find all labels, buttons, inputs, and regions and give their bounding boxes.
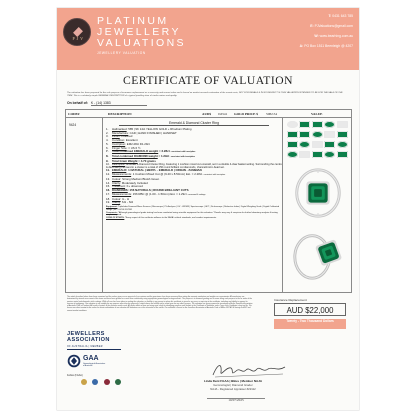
spec-number: 3. xyxy=(106,134,109,139)
jewellers-association-logo: JEWELLERS ASSOCIATION xyxy=(67,331,110,343)
insurance-replacement xyxy=(270,295,350,331)
signer-title: Gemmologist | Diamond Grader xyxy=(213,383,253,387)
badge-icon xyxy=(92,379,98,385)
table-header xyxy=(66,110,351,118)
membership-badges xyxy=(81,372,122,390)
gem-thumbnail xyxy=(312,121,323,128)
spec-number: 6. xyxy=(106,145,109,150)
gem-thumbnail xyxy=(287,151,298,158)
fine-print-disclaimer: The article described above have been examined and the values given are an appraisal of our opinion and the gemstones have been measured then noting the accurate evaluation and weights are approximate. All conclusions are determined by eternal assessment of the items and have been graded on a more than satisfactory using appropriate gemmological testing methods. The purpose is to diamond grading was to come using such purpose to the for value of the precious metal and diamonds at the settings. While all care has been taken in making the valuation, no liability is any person to whom this certificate is given for any error or omission in the certificate, including any liability to anyone for reasons of negligence. Our valuation is not suitable for any purpose other than the purpose(s) stated above and should not be relied upon for any other purpose. The valuation has been prepared in accordance with the Jewellers Association of Australia Code of Conduct. All results of metals & the precious metals used. All photos taken of item are being used solely for identifying purposes and include in the Certificate of Valuation, and a Copy of the Certificate is kept on file. The Insurer can direct contact to the valuer for direct confirmation of our valuation. All valuations are at the discretion of the valuer. Our valuation is based on the Jewellers Association of Australia Code of Ethics NCCAO & Society for 4537 and current market conditions. xyxy=(67,296,253,312)
gem-thumbnail xyxy=(337,151,348,158)
spec-key: EMERALD xyxy=(112,168,127,173)
brand-subtitle: JEWELLERY VALUATION xyxy=(97,51,146,55)
spec-value: : EM2.28ct D1.29ct xyxy=(125,141,150,146)
gem-thumbnail xyxy=(299,141,310,148)
replacement-label: Insurance Replacement xyxy=(274,298,307,302)
header-aud-rate: 0.6541 xyxy=(218,112,228,116)
spec-key: Total combined DIAMOND weight xyxy=(112,154,158,159)
logo-initials: P J V xyxy=(72,36,84,41)
spec-number: 18. xyxy=(106,196,111,201)
spec-value: = 1.29ct xyxy=(157,154,170,159)
on-behalf-of: On behalf of: K - (14) 1383 xyxy=(67,101,147,106)
intro-disclaimer: The valuation has been prepared for the sole purpose of insurance replacement as a necessity and current value and is based on market research estimation of the recent costs, NOT FOR RESALE & IN NO RESPECT IS THIS VALUATION INTENDED TO BE FOR THE SALE OF THE ITEM. This is a relatively simple GENERAL DESCRIPTION of a typical jewellery item of similar nature and quality. xyxy=(67,92,343,97)
spec-number: 5. xyxy=(106,141,109,146)
gem-thumbnail xyxy=(324,121,335,128)
header-value: VALUE xyxy=(311,112,323,116)
spec-value: : 156 RBC @ (1.00 - 1.50mm) Est. = 1.29ct xyxy=(131,191,187,196)
spec-key: Treatment xyxy=(112,184,126,189)
header-gold-label: GOLD PRICE $ xyxy=(234,112,258,116)
spec-note: - measured & settings xyxy=(186,193,206,196)
gem-thumbnail xyxy=(337,141,348,148)
spec-key: Manufacture xyxy=(112,130,129,135)
ring-photo-side xyxy=(289,226,347,284)
spec-key: Finish xyxy=(112,134,120,139)
spec-value: : 585 | 9K 14ct YELLOW GOLD + Rhodium Plating xyxy=(126,127,192,131)
spec-value: : Excellent xyxy=(124,138,138,143)
item-title: Emerald & Diamond Cluster Ring xyxy=(106,121,282,126)
gaa-emblem-icon xyxy=(67,354,81,368)
header-aud-label: AUD$ xyxy=(202,112,212,116)
spec-key: Total Gram Weight xyxy=(112,158,138,163)
spec-value: : CAD | HAND FINISHED | HANDSET xyxy=(128,130,177,135)
spec-value: : Polished xyxy=(119,134,133,139)
gem-thumbnail xyxy=(299,121,310,128)
gem-thumbnail xyxy=(287,131,298,138)
spec-key: Total combined EMERALD weight xyxy=(112,149,159,154)
spec-key: Measurements xyxy=(112,172,132,177)
spec-number: 19. xyxy=(106,200,111,205)
badge-icon xyxy=(115,379,121,385)
gem-thumbnail xyxy=(287,141,298,148)
brand-name xyxy=(97,16,186,49)
spec-key: Description xyxy=(112,163,125,167)
spec-key: Clarity xyxy=(112,200,121,205)
brand-line-2: JEWELLERY xyxy=(97,26,181,38)
spec-value: : 1 NATURAL | BERYL - EMERALD | ORIGIN - ZAMBIAN xyxy=(126,168,202,173)
gem-thumbnail xyxy=(287,121,298,128)
code-of-ethics-note-label: CODE OF ETHICS: xyxy=(106,216,125,219)
spec-number: 4. xyxy=(106,138,109,143)
spec-number: 7. xyxy=(106,149,109,154)
spec-key: Finger Size xyxy=(112,145,127,150)
valuation-certificate xyxy=(57,8,359,410)
spec-note: - consistent with inscription xyxy=(169,156,195,159)
ja-member-label: OF AUSTRALIA | MEMBER xyxy=(67,345,103,348)
spec-note: - consistent with inscription xyxy=(169,151,196,154)
comments-note-label: Comments: xyxy=(106,211,118,214)
spec-value: : SI1 - SI2 xyxy=(120,200,134,205)
certificate-title: CERTIFICATE OF VALUATION xyxy=(123,74,293,87)
spec-value: = 2.28ct xyxy=(158,149,170,154)
header-band xyxy=(57,8,359,70)
spec-value: : Emerald & Diamond Cluster Ring. Featuring 1 cushion mixed cut emerald, set in a double 4-claw basket setting. Surrounding the centre & decorating the band in a cluster is a total of 156 round brilliant cut diamonds, channel/micro-bead set. xyxy=(106,163,282,170)
spec-number: 9. xyxy=(106,158,109,163)
spec-number: 12. xyxy=(106,172,111,177)
contact-address: A: PO Box 1511 Beenleigh @ 4207 xyxy=(299,44,353,48)
spec-key: DIAMONDS xyxy=(112,188,128,193)
gaa-logo-text: GAA xyxy=(83,355,99,362)
spec-key: Colour xyxy=(112,176,121,181)
spec-value: : 1 Cushion Mixed Cut @ (9.40 x 8.50mm) Est. = 2.28ct xyxy=(131,172,203,177)
spec-number: 10. xyxy=(106,163,110,167)
spec-number: 8. xyxy=(106,154,109,159)
gem-thumbnail xyxy=(324,131,335,138)
gem-thumbnail xyxy=(324,141,335,148)
gem-thumbnail xyxy=(324,151,335,158)
spec-number: 15. xyxy=(106,184,111,189)
code-of-ethics-note xyxy=(106,217,282,220)
spec-key: Condition xyxy=(112,138,125,143)
spec-key: Hallmarked xyxy=(112,127,127,131)
badge-icon xyxy=(104,379,110,385)
contact-email: E: PJValuations@gmail.com xyxy=(310,24,353,28)
spec-number: 13. xyxy=(106,176,111,181)
signer-registration: NAJA - Registered Appraiser #22112 xyxy=(210,387,256,391)
spec-key: Clarity xyxy=(112,180,121,185)
signature xyxy=(209,360,291,380)
brand-logo xyxy=(63,18,91,46)
gem-thumbnail xyxy=(312,131,323,138)
spec-value: : Strong Medium Bluish Green xyxy=(120,176,160,181)
gem-thumbnails xyxy=(287,121,349,161)
divider xyxy=(67,349,121,350)
gem-thumbnail xyxy=(337,131,348,138)
spec-value: : 156 NATURALS | ROUND BRILLIANT CUTS xyxy=(127,188,189,193)
gem-thumbnail xyxy=(337,121,348,128)
replacement-value: AUD $22,000 xyxy=(274,303,346,316)
header-code: CODE# xyxy=(68,112,80,116)
contact-website: W: www.bearhing.com.au xyxy=(314,34,353,38)
signer-name: Linda Dent FGAA | BBus | Member NAJA xyxy=(203,379,263,383)
brand-line-3: VALUATIONS xyxy=(97,37,186,49)
equipment-note-label: Equipment: xyxy=(106,206,118,209)
spec-number: 17. xyxy=(106,191,111,196)
comments-note-text: *Although gemmological grade testing has been conducted using scientific equipment for this valuation. *Results may vary & suspicion for further laboratory analysis & testing may be required. xyxy=(106,211,278,217)
gem-thumbnail xyxy=(299,131,310,138)
spec-number: 2. xyxy=(106,130,109,135)
code-of-ethics-note-text: *Every aspect of this certificate adheres to the NAJA's ethical standards, and conduct requirements. xyxy=(124,216,217,219)
spec-number: 1. xyxy=(106,127,109,131)
spec-note: - consistent with inscription xyxy=(202,174,226,177)
gem-thumbnail xyxy=(312,151,323,158)
valuation-table xyxy=(65,109,352,293)
gem-thumbnail xyxy=(312,141,323,148)
brand-line-1: PLATINUM xyxy=(97,15,169,27)
spec-key: Measurements xyxy=(112,191,132,196)
gaa-subtitle: Gemmological Association of Australia xyxy=(83,363,106,368)
header-description: DESCRIPTION xyxy=(108,112,132,116)
column-divider xyxy=(102,118,103,292)
gem-thumbnail xyxy=(299,151,310,158)
badge-icon xyxy=(81,379,87,385)
spec-key: Inscription xyxy=(112,141,126,146)
header-gold-price: 5082.54 xyxy=(266,112,278,116)
fellow-label: Fellow (FGAA) xyxy=(67,374,83,377)
spec-value: = 4.70 grams xyxy=(137,158,156,163)
item-specifications xyxy=(106,128,282,219)
replacement-words: Twenty - Two Thousand Dollars xyxy=(274,319,346,329)
item-code: 9424 xyxy=(69,123,77,127)
contact-phone: T: 0431 643 785 xyxy=(328,14,353,18)
client-reference: K - (14) 1383 xyxy=(91,101,147,106)
ring-photo-top xyxy=(289,164,347,222)
equipment-note-text: Triplehobo Diamond Meso Scanner | Microscope | PL Analyser | UV - LW/SW | Spectroscope | GFT | Dichroscope | Refractive Index | Digital Weighing Scale | Digital Calibrated Gauge | RF - UV/LE FILTER xyxy=(106,206,280,212)
table-body xyxy=(66,118,351,292)
spec-value: : G - H xyxy=(120,196,130,201)
spec-key: Colour xyxy=(112,196,121,201)
spec-number: 14. xyxy=(106,180,111,185)
valuation-date: 10/07/2025 xyxy=(228,398,244,402)
spec-value: : Moderately Included xyxy=(120,180,148,185)
spec-number: 16. xyxy=(106,188,111,193)
value-column xyxy=(283,118,353,292)
spec-number: 11. xyxy=(106,168,110,173)
spec-value: : F+ observed xyxy=(125,184,143,189)
spec-value: : = US 6 ½ xyxy=(126,145,141,150)
